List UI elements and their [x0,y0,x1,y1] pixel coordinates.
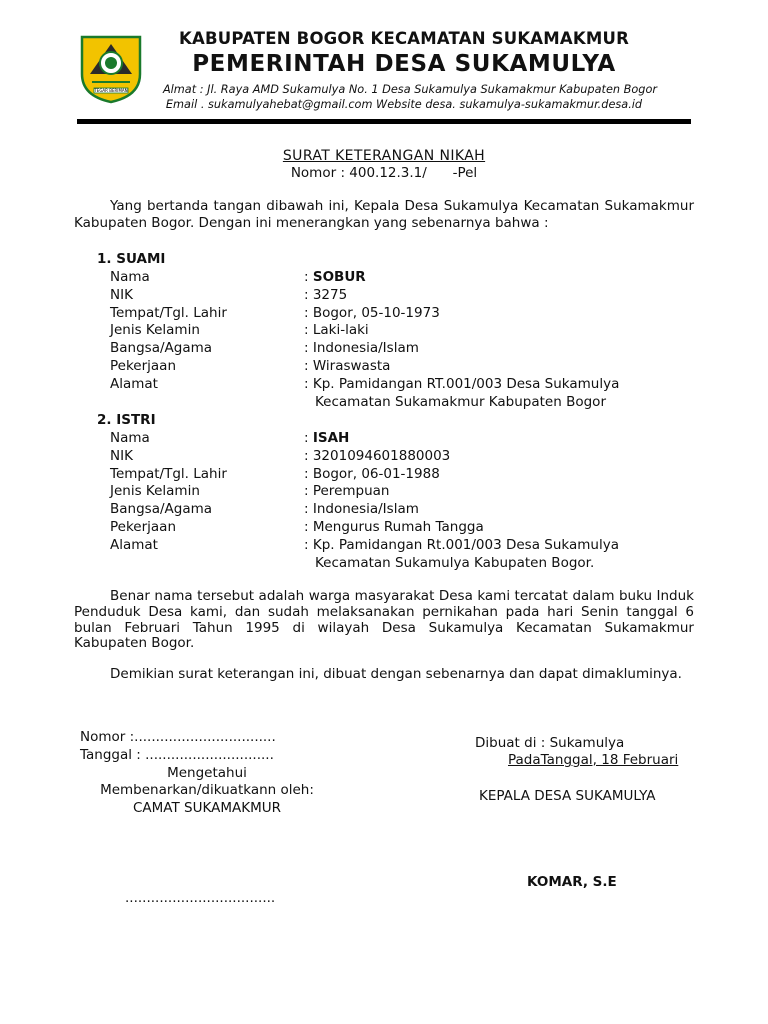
husband-address-value: : Kp. Pamidangan RT.001/003 Desa Sukamulya [304,376,620,392]
wife-address-label: Alamat [110,537,158,553]
header-village-government: PEMERINTAH DESA SUKAMULYA [192,51,616,77]
wife-heading: 2. ISTRI [97,412,156,428]
wife-job: Mengurus Rumah Tangga [312,519,484,535]
village-emblem-logo [80,34,142,104]
left-number: Nomor :................................. [80,729,276,745]
wife-name-value: : ISAH [304,430,350,446]
wife-job-label: Pekerjaan [110,519,177,535]
husband-birth-label: Tempat/Tgl. Lahir [110,305,227,321]
husband-name-label: Nama [110,269,150,285]
wife-nik: 3201094601880003 [312,448,451,464]
husband-religion: Indonesia/Islam [312,340,419,356]
husband-address-1: Kp. Pamidangan RT.001/003 Desa Sukamulya [312,376,620,392]
right-signatory-name: KOMAR, S.E [527,874,617,890]
right-date: PadaTanggal, 18 Februari [508,752,679,768]
logo-motto: TEGAR BERIMAN [94,88,128,93]
wife-birth-value: : Bogor, 06-01-1988 [304,466,440,482]
header-address: Almat : Jl. Raya AMD Sukamulya No. 1 Desa Sukamulya Sukamakmur Kabupaten Bogor [162,83,658,96]
husband-name: SOBUR [312,269,366,285]
husband-address-2: Kecamatan Sukamakmur Kabupaten Bogor [315,394,606,410]
wife-birth-label: Tempat/Tgl. Lahir [110,466,227,482]
wife-name: ISAH [312,430,350,446]
wife-gender: Perempuan [312,483,390,499]
wife-gender-value: : Perempuan [304,483,390,499]
closing-paragraph: Demikian surat keterangan ini, dibuat dengan sebenarnya dan dapat dimakluminya. [110,666,682,682]
husband-address-label: Alamat [110,376,158,392]
wife-nik-label: NIK [110,448,133,464]
husband-gender: Laki-laki [312,322,369,338]
header-contact: Email . sukamulyahebat@gmail.com Website desa. sukamulya-sukamakmur.desa.id [165,98,643,111]
husband-birth-value: : Bogor, 05-10-1973 [304,305,440,321]
left-signature-line: ................................... [125,890,276,906]
husband-name-value: : SOBUR [304,269,366,285]
wife-name-label: Nama [110,430,150,446]
husband-nik-value: : 3275 [304,287,348,303]
left-camat-title: CAMAT SUKAMAKMUR [133,800,281,816]
header-regency: KABUPATEN BOGOR KECAMATAN SUKAMAKMUR [179,29,629,48]
intro-paragraph: Yang bertanda tangan dibawah ini, Kepala Desa Sukamulya Kecamatan Sukamakmur Kabupaten Bogor. Dengan ini menerangkan yang sebenarnya bahwa : [74,198,694,231]
husband-nik-label: NIK [110,287,133,303]
wife-address-2: Kecamatan Sukamulya Kabupaten Bogor. [315,555,595,571]
left-acknowledged: Mengetahui [167,765,247,781]
wife-religion: Indonesia/Islam [312,501,419,517]
wife-gender-label: Jenis Kelamin [110,483,200,499]
wife-address-1: Kp. Pamidangan Rt.001/003 Desa Sukamulya [312,537,619,553]
husband-gender-label: Jenis Kelamin [110,322,200,338]
wife-religion-value: : Indonesia/Islam [304,501,419,517]
right-village-head-title: KEPALA DESA SUKAMULYA [479,788,656,804]
husband-job-value: : Wiraswasta [304,358,391,374]
left-confirmed-by: Membenarkan/dikuatkann oleh: [100,782,314,798]
wife-nik-value: : 3201094601880003 [304,448,451,464]
right-made-at: Dibuat di : Sukamulya [475,735,625,751]
wife-birth: Bogor, 06-01-1988 [312,466,440,482]
husband-heading: 1. SUAMI [97,251,166,267]
document-number: Nomor : 400.12.3.1/ -Pel [290,165,478,181]
husband-religion-value: : Indonesia/Islam [304,340,419,356]
husband-job-label: Pekerjaan [110,358,177,374]
wife-job-value: : Mengurus Rumah Tangga [304,519,484,535]
wife-address-value: : Kp. Pamidangan Rt.001/003 Desa Sukamulya [304,537,619,553]
header-divider [77,119,691,124]
husband-birth: Bogor, 05-10-1973 [312,305,440,321]
husband-gender-value: : Laki-laki [304,322,369,338]
document-title: SURAT KETERANGAN NIKAH [282,148,486,164]
left-date: Tanggal : .............................. [80,747,274,763]
husband-job: Wiraswasta [312,358,391,374]
husband-nik: 3275 [312,287,348,303]
wife-religion-label: Bangsa/Agama [110,501,213,517]
husband-religion-label: Bangsa/Agama [110,340,213,356]
body-paragraph: Benar nama tersebut adalah warga masyarakat Desa kami tercatat dalam buku Induk Penduduk Desa kami, dan sudah melaksanakan pernikahan pada hari Senin tanggal 6 bulan Februari Tahun 1995 di wilayah Desa Sukamulya Kecamatan Sukamakmur Kabupaten Bogor. [74,588,694,652]
